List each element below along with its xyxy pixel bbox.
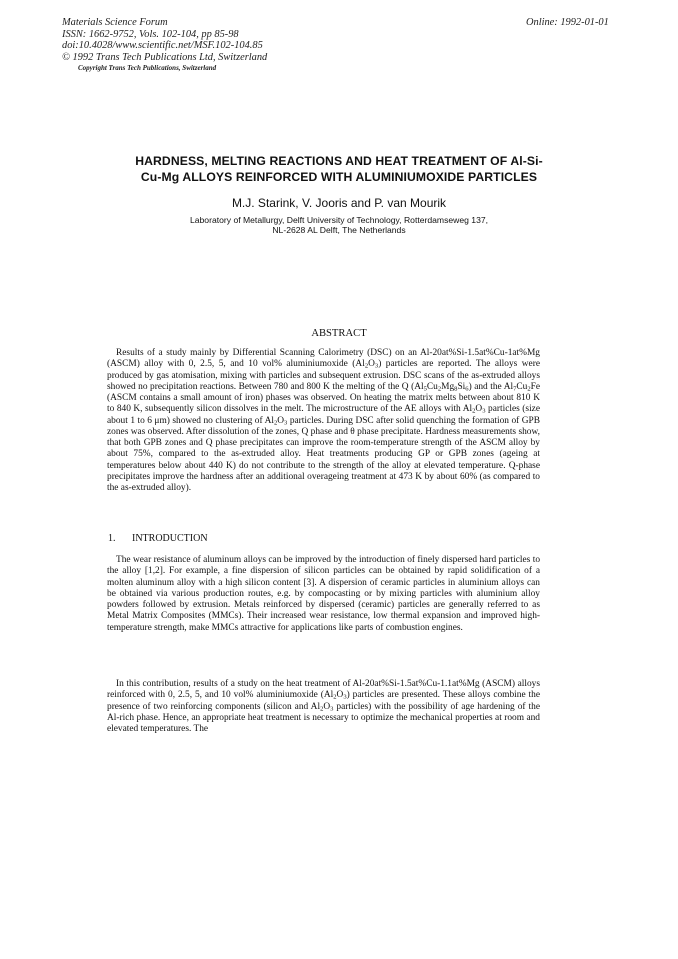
- online-date: Online: 1992-01-01: [526, 17, 609, 28]
- copyright-notice: Copyright Trans Tech Publications, Switzerland: [78, 64, 217, 73]
- copyright-line: © 1992 Trans Tech Publications Ltd, Switzerland: [62, 51, 268, 63]
- publication-info: [62, 17, 267, 73]
- paper-title: [80, 153, 598, 185]
- section-number: 1.: [108, 533, 116, 544]
- authors: M.J. Starink, V. Jooris and P. van Mourik: [231, 196, 447, 210]
- intro-paragraph-2: In this contribution, results of a study on the heat treatment of Al-20at%Si-1.5at%Cu-1.1at%Mg (ASCM) alloys reinforced with 0, 2.5, 5, and 10 vol% aluminiumoxide $(Al_2O_3)$ particles are presented. These alloys combine the presence of two reinforcing components (silicon and $Al_2O_3$ particles) with the possibility of age hardening of the Al-rich phase. Hence, an appropriate heat treatment is necessary to optimize the mechanical properties at room and elevated temperatures. The: [107, 679, 540, 734]
- issn-line: ISSN: 1662-9752, Vols. 102-104, pp 85-98: [62, 28, 239, 40]
- abstract-text: Results of a study mainly by Differential Scanning Calorimetry (DSC) on an Al-20at%Si-1.5at%Cu-1at%Mg (ASCM) alloy with 0, 2.5, 5, and 10 vol% aluminiumoxide $(Al_2O_3)$ particles are reported. The alloys were produced by gas atomisation, mixing with particles and subsequent extrusion. DSC scans of the as-extruded alloys showed no precipitation reactions. Between 780 and 800 K the melting of the Q $(Al_5Cu_2Mg_8Si_6)$ and the $Al_7Cu_2Fe$ (ASCM contains a small amount of iron) phases was observed. On heating the matrix melts between about 810 K to 840 K, subsequently silicon dissolves in the melt. The microstructure of the AE alloys with $Al_2O_3$ particles (size about 1 to 6 μm) showed no clustering of $Al_2O_3$ particles. During DSC after solid quenching the formation of GPB zones was observed. After dissolution of the zones, Q phase and θ phase precipitate. Hardness measurements show, that both GPB zones and Q phase precipitates can improve the room-temperature strength of the ASCM alloy by about 75%, compared to the as-extruded alloy. Heat treatments producing GP or GPB zones (ageing at temperatures below about 440 K) do not contribute to the strength of the alloy at elevated temperature. Q-phase precipitates improve the hardness after an additional overageing treatment at 473 K by about 60% (as compared to the as-extruded alloy).: [107, 348, 540, 493]
- title-line-1: HARDNESS, MELTING REACTIONS AND HEAT TREATMENT OF Al-Si-: [135, 154, 543, 168]
- title-line-2: Cu-Mg ALLOYS REINFORCED WITH ALUMINIUMOXIDE PARTICLES: [140, 170, 538, 184]
- journal-name: Materials Science Forum: [62, 17, 168, 28]
- affiliation-line-1: Laboratory of Metallurgy, Delft University of Technology, Rotterdamseweg 137,: [189, 215, 489, 225]
- doi-line: doi:10.4028/www.scientific.net/MSF.102-104.85: [62, 40, 263, 52]
- section-title: INTRODUCTION: [132, 533, 208, 544]
- intro-paragraph-1: The wear resistance of aluminum alloys can be improved by the introduction of finely dispersed hard particles to the alloy [1,2]. For example, a fine dispersion of silicon particles can be obtained by rapid solidification of a molten aluminum alloy with a high silicon content [3]. A dispersion of ceramic particles in aluminium alloys can be obtained via various production routes, e.g. by compocasting or by mixing particles with aluminium alloy powders followed by extrusion. Metals reinforced by dispersed (ceramic) particles are generally referred to as Metal Matrix Composites (MMCs). Their increased wear resistance, low thermal expansion and improved high-temperature strength, make MMCs attractive for applications like parts of combustion engines.: [107, 555, 540, 633]
- section-heading-introduction: [108, 533, 408, 545]
- affiliation: [120, 215, 558, 236]
- abstract-heading: ABSTRACT: [311, 328, 367, 339]
- affiliation-line-2: NL-2628 AL Delft, The Netherlands: [272, 225, 406, 236]
